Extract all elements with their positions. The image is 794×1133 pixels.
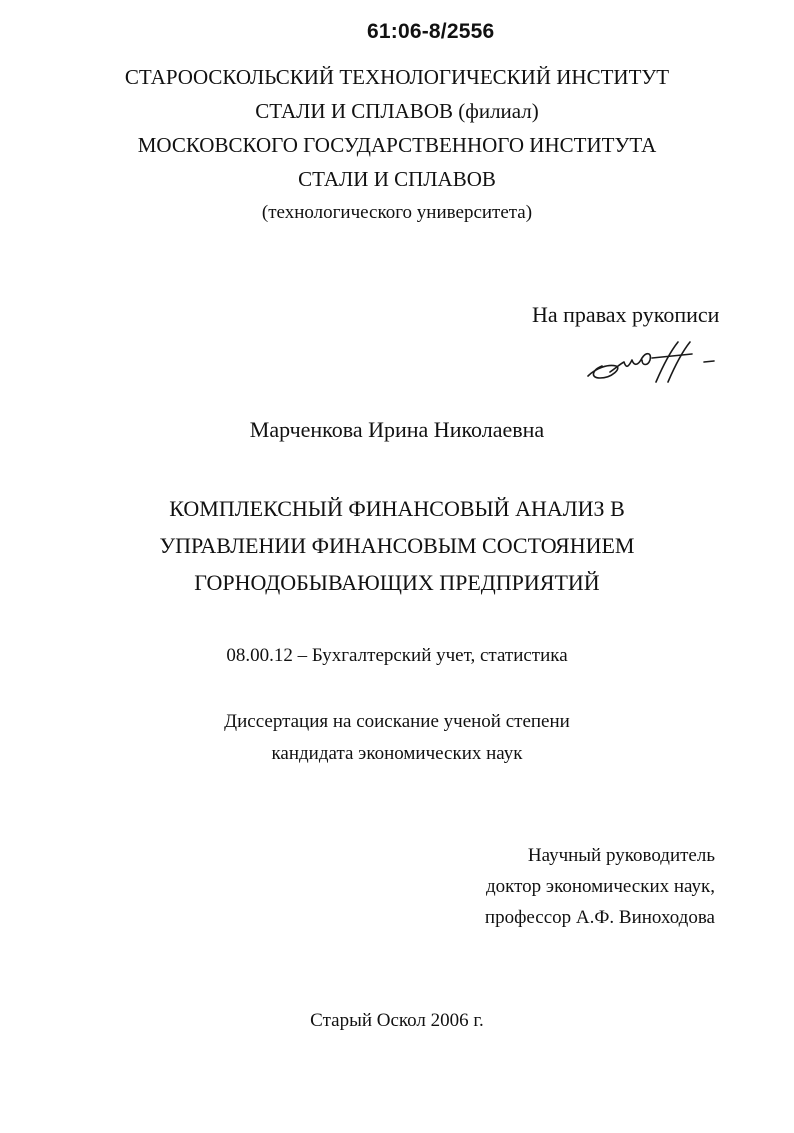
signature-stroke [588, 365, 618, 378]
city-year: Старый Оскол 2006 г. [310, 1010, 484, 1031]
supervisor-line: Научный руководитель [527, 845, 715, 866]
signature-stroke [704, 361, 714, 362]
degree-block [0, 706, 794, 770]
signature-stroke [668, 342, 690, 382]
supervisor-line: доктор экономических наук, [485, 876, 715, 897]
title-line: УПРАВЛЕНИИ ФИНАНСОВЫМ СОСТОЯНИЕМ [159, 533, 635, 558]
institution-line: МОСКОВСКОГО ГОСУДАРСТВЕННОГО ИНСТИТУТА [137, 133, 657, 157]
institution-line: СТАЛИ И СПЛАВОВ [298, 167, 496, 191]
title-line: КОМПЛЕКСНЫЙ ФИНАНСОВЫЙ АНАЛИЗ В [169, 496, 625, 521]
manuscript-rights: На правах рукописи [532, 302, 720, 327]
institution-line: СТАЛИ И СПЛАВОВ (филиал) [255, 99, 539, 123]
signature-stroke [610, 354, 650, 372]
specialty: 08.00.12 – Бухгалтерский учет, статистика [226, 645, 568, 666]
institution-line: (технологического университета) [261, 202, 533, 223]
signature-stroke [656, 342, 678, 382]
catalog-number: 61:06-8/2556 [367, 20, 495, 43]
degree-line: кандидата экономических наук [271, 743, 523, 764]
institution-line: СТАРООСКОЛЬСКИЙ ТЕХНОЛОГИЧЕСКИЙ ИНСТИТУТ [124, 65, 670, 89]
signature [582, 338, 722, 386]
supervisor-block [420, 840, 715, 933]
dissertation-title [0, 490, 794, 601]
author-name: Марченкова Ирина Николаевна [249, 417, 545, 442]
title-line: ГОРНОДОБЫВАЮЩИХ ПРЕДПРИЯТИЙ [194, 570, 600, 595]
degree-line: Диссертация на соискание ученой степени [224, 711, 570, 732]
signature-stroke [652, 354, 692, 358]
institution-block [0, 60, 794, 230]
supervisor-line: профессор А.Ф. Виноходова [484, 907, 715, 928]
